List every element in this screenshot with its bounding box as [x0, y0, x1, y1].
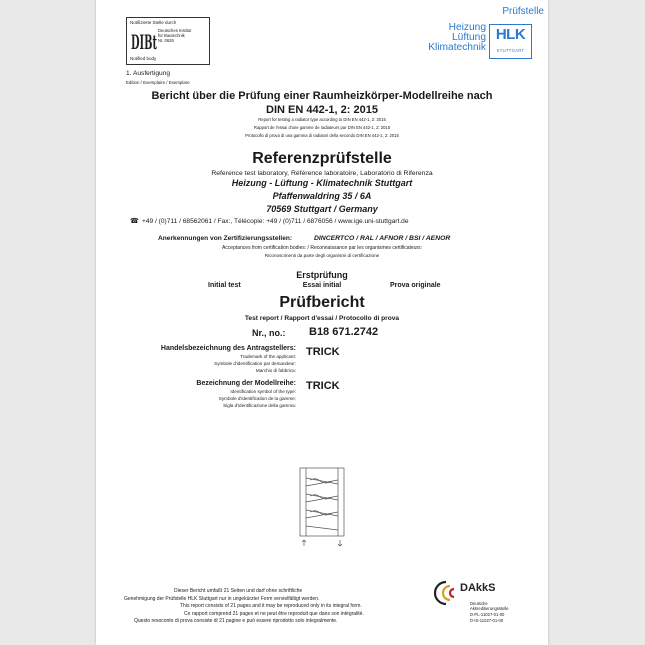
notified-body-box [126, 17, 210, 65]
title-translation-fr: Rapport de l'essai d'une gamme de radiateurs par DIN EN 442-1, 2: 2015 [253, 125, 391, 130]
model-series-value: TRICK [306, 380, 340, 392]
recognition-translation-it: Riconoscimenti da parte degli organismi di certificazione [264, 253, 380, 258]
test-type-de: Erstprüfung [296, 270, 348, 280]
footer-row [124, 588, 424, 596]
dakks-line: D-IS-11027-01-00 [470, 618, 504, 623]
laboratory-subheading: Reference test laboratory, Référence laboratoire, Laboratorio di Riferenza [211, 170, 433, 177]
dakks-name: DAkkS [460, 582, 496, 594]
test-type-fr: Essai initial [302, 282, 342, 289]
footer-row-text: pages and it may be reproduced only in its integral form. [237, 603, 362, 610]
model-series-label-de: Bezeichnung der Modellreihe: [196, 380, 296, 387]
institute-line: Nr. 0626 [158, 38, 174, 44]
dakks-arcs-icon [432, 578, 460, 608]
dakks-accreditation [432, 576, 532, 636]
footer-row-text: Seiten und darf ohne schriftliche [230, 588, 303, 594]
title-translation-en: Report for testing a radiator type according to DIN EN 442-1, 2: 2015 [258, 117, 386, 122]
footer-row [124, 618, 424, 626]
report-main-title: Bericht über die Prüfung einer Raumheizkörper-Modellreihe nach [151, 90, 493, 102]
contact-text: +49 / (0)711 / 68562061 / Fax:, Télécopie: +49 / (0)711 / 6876056 / www.ige.uni-stuttgart.de [142, 218, 409, 225]
trade-name-label-de: Handelsbezeichnung des Antragstellers: [160, 345, 296, 352]
laboratory-name: Heizung - Lüftung - Klimatechnik Stuttgart [231, 178, 413, 188]
report-number-label: Nr., no.: [252, 328, 286, 338]
report-heading: Prüfbericht [279, 294, 365, 311]
laboratory-contact [130, 217, 408, 225]
footer-row-text: pagine e può essere riprodotto solo integralmente. [226, 618, 338, 625]
dakks-line: Deutsche [470, 601, 488, 606]
trade-name-value: TRICK [306, 346, 340, 358]
report-subheading: Test report / Rapport d'essai / Protocollo di prova [244, 315, 400, 322]
lab-logo-title: Prüfstelle [502, 6, 544, 17]
copy-edition-label: Edition / Exemplaire / Esemplare [126, 80, 190, 85]
footer-row-label: This report consists of [180, 603, 229, 610]
laboratory-street: Pfaffenwaldring 35 / 6A [272, 191, 372, 201]
dibt-logo-text: DIBt [131, 30, 158, 54]
footer-row-label: Ce rapport comprend [184, 610, 232, 617]
footer-row-label: Dieser Bericht umfaßt [174, 588, 223, 594]
recognition-label: Anerkennungen von Zertifizierungsstellen: [158, 235, 293, 242]
hlk-logo-box [489, 24, 532, 59]
footer-notice [124, 588, 424, 626]
hlk-logo-city: STUTTGART [496, 48, 525, 53]
footer-row-pages: 21 [219, 618, 225, 625]
lab-logo-line: Heizung [448, 22, 486, 33]
notified-body-institute [158, 28, 208, 44]
lab-logo-lines [414, 23, 486, 53]
dakks-line: Akkreditierungsstelle [470, 606, 509, 611]
trade-name-label-fr: Symbole d'identification par demandeur: [214, 361, 296, 366]
certificate-page [96, 0, 548, 645]
footer-row [124, 603, 424, 611]
footer-row-pages: 21 [232, 610, 239, 617]
report-number-value: B18 671.2742 [309, 326, 379, 338]
phone-icon: ☎ [130, 218, 139, 225]
dakks-line: D-PL-11027-01-00 [470, 612, 505, 617]
model-series-label-en: Identification symbol of the type: [230, 389, 296, 394]
footer-row-text: pages et ne peut être reproduit que dans son intégralité. [239, 610, 364, 617]
test-type-en: Initial test [208, 282, 241, 289]
footer-row-pages: 21 [223, 588, 230, 594]
footer-row-pages: 21 [230, 603, 236, 610]
radiator-drawing [296, 464, 356, 554]
laboratory-heading: Referenzprüfstelle [252, 150, 392, 167]
title-translation-it: Protocollo di prova di una gamma di radiatori della secondo DIN EN 442-1, 2: 2015 [245, 133, 399, 138]
report-standard: DIN EN 442-1, 2: 2015 [266, 104, 378, 116]
model-series-label-it: Sigla d'identificazione della gamma: [223, 403, 296, 408]
dibt-logo [130, 27, 158, 55]
notified-body-bottom-label: Notified body [130, 56, 157, 61]
footer-row-label: Genehmigung der Prüfstelle HLK Stuttgart nur in ungekürzter Form vervielfältigt werden. [124, 595, 320, 602]
test-type-it: Prova originale [390, 282, 441, 289]
institute-line: Deutsches Institut [158, 28, 192, 33]
footer-row [124, 611, 424, 619]
model-series-label-fr: Symbole d'identification de la gamme: [218, 396, 296, 401]
institute-line: für Bautechnik [158, 33, 185, 39]
trade-name-label-en: Trademark of the applicant: [240, 354, 296, 359]
footer-row-label: Questo resoconto di prova consiste di [134, 618, 218, 625]
copy-number: 1. Ausfertigung [126, 70, 170, 77]
trade-name-label-it: Marchio di fabbrica: [255, 368, 296, 373]
lab-logo-line: Klimatechnik [428, 42, 486, 53]
recognition-translation-en-fr: Acceptances from certification bodies: / Reconnaissance par les organismes certificateurs: [221, 245, 423, 251]
laboratory-city: 70569 Stuttgart / Germany [266, 204, 378, 214]
notified-body-top-label: Notifizierte Stelle durch [130, 20, 177, 25]
lab-logo-line: Lüftung [452, 32, 486, 43]
recognition-value: DINCERTCO / RAL / AFNOR / BSI / AENOR [314, 235, 451, 242]
footer-row [124, 596, 424, 604]
hlk-logo-mark: HLK [495, 26, 526, 43]
